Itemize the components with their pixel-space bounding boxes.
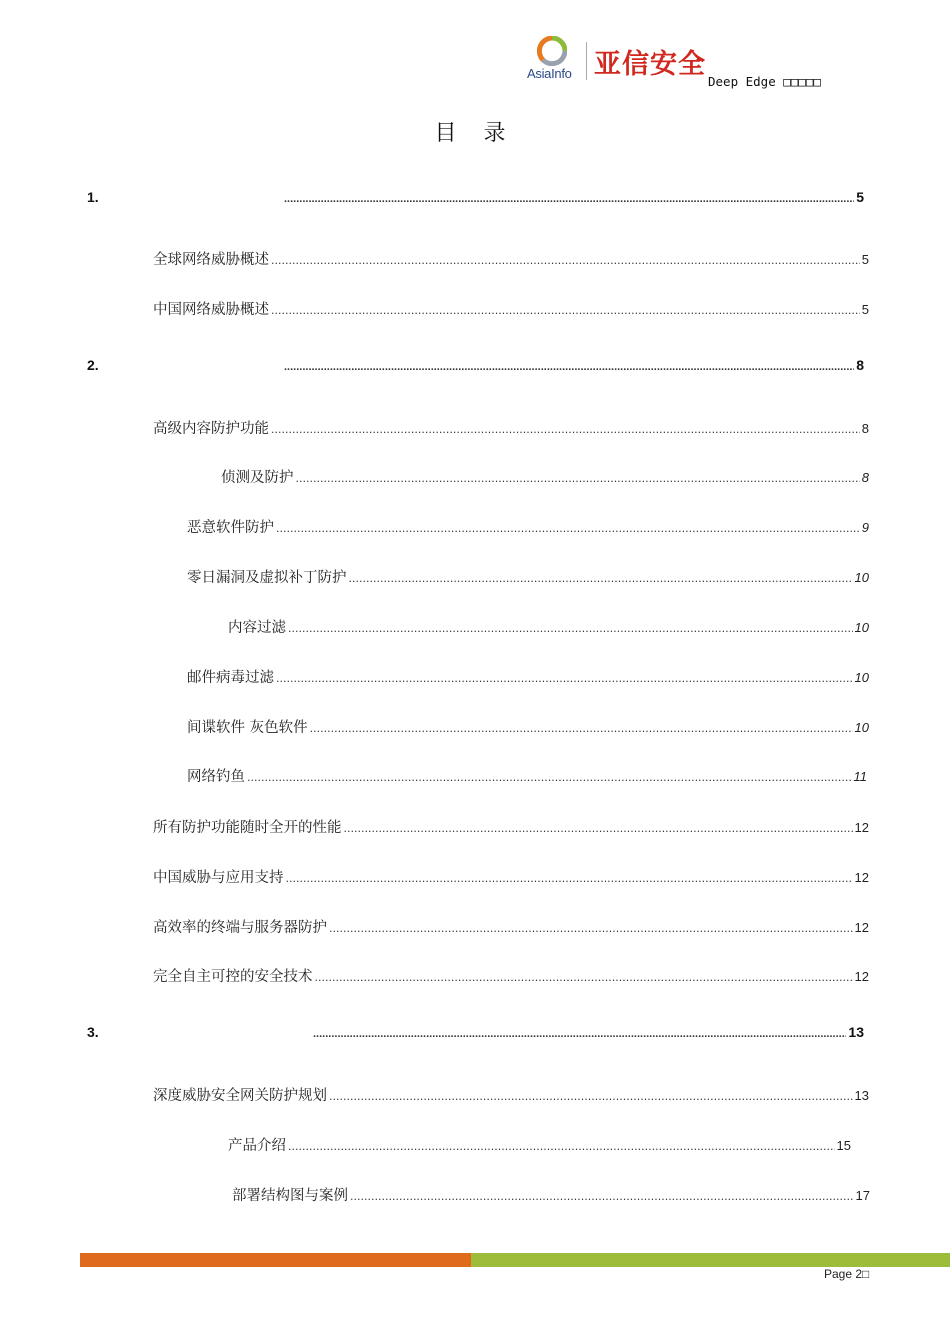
toc-entry-label: 间谍软件 灰色软件 [187,720,308,736]
toc-entry-page: 12 [854,920,869,935]
toc-entry-label: 中国威胁与应用支持 [153,870,284,886]
toc-entry-page: 8 [861,421,869,436]
toc-entry-number: 3. [87,1024,99,1040]
toc-entry-label: 高级内容防护功能 [153,421,269,437]
toc-entry[interactable] [153,916,869,937]
toc-entry-page: 5 [861,302,869,317]
toc-entry-label: 部署结构图与案例 [232,1188,348,1204]
toc-entry-label: 完全自主可控的安全技术 [153,969,313,985]
toc-entry-label: 高效率的终端与服务器防护 [153,920,327,936]
toc-entry-label: 侦测及防护 [221,470,294,486]
toc-entry[interactable] [228,616,869,637]
toc-leader-dots [288,622,853,635]
asiainfo-ring-icon [537,36,567,66]
toc-entry[interactable] [153,816,869,837]
logo-english-text: AsiaInfo [527,66,572,81]
toc-leader-dots [276,672,853,685]
toc-entry[interactable] [87,1024,864,1040]
toc-leader-dots [296,472,860,485]
toc-entry-page: 8 [861,470,869,485]
toc-leader-dots [288,1140,835,1153]
toc-entry-label: 产品介绍 [228,1138,286,1154]
toc-entry[interactable] [153,417,869,438]
toc-entry[interactable] [153,1084,869,1105]
toc-entry-label: 所有防护功能随时全开的性能 [153,820,342,836]
toc-entry-page: 10 [854,670,869,685]
toc-entry-label: 零日漏洞及虚拟补丁防护 [187,570,347,586]
toc-entry-label: 恶意软件防护 [187,520,274,536]
toc-entry[interactable] [153,248,869,269]
toc-entry[interactable] [87,357,864,373]
toc-entry-number: 1. [87,189,99,205]
toc-entry-page: 17 [855,1188,870,1203]
toc-entry[interactable] [153,965,869,986]
header-tagline: Deep Edge □□□□□ [708,74,821,89]
toc-entry-page: 12 [854,820,869,835]
toc-entry-page: 12 [854,969,869,984]
toc-leader-dots [313,1028,846,1040]
toc-leader-dots [271,304,860,317]
toc-entry-page: 5 [861,252,869,267]
toc-title: 目 录 [434,121,516,146]
toc-entry-page: 9 [861,520,869,535]
toc-leader-dots [276,522,860,535]
toc-entry-page: 8 [856,357,864,373]
toc-entry[interactable] [232,1184,870,1205]
page-number: Page 2□ [824,1267,870,1281]
toc-entry-label: 网络钓鱼 [187,769,245,785]
toc-entry-page: 11 [853,769,867,784]
toc-entry-label: 全球网络威胁概述 [153,252,269,268]
toc-leader-dots [271,423,860,436]
toc-leader-dots [349,572,853,585]
toc-entry-page: 10 [854,570,869,585]
logo-chinese-text: 亚信安全 [594,49,706,80]
toc-entry[interactable] [221,466,869,487]
toc-entry[interactable] [187,765,867,786]
toc-entry-label: 深度威胁安全网关防护规划 [153,1088,327,1104]
toc-entry[interactable] [87,189,864,205]
toc-entry[interactable] [187,516,869,537]
toc-leader-dots [284,193,854,205]
toc-leader-dots [271,254,860,267]
toc-leader-dots [310,722,853,735]
footer-bar-orange [80,1253,471,1267]
toc-entry-page: 13 [848,1024,864,1040]
toc-leader-dots [284,361,854,373]
toc-entry[interactable] [153,866,869,887]
toc-entry-page: 15 [836,1138,851,1153]
toc-leader-dots [329,922,853,935]
toc-leader-dots [329,1090,853,1103]
footer-bar-green [471,1253,950,1267]
toc-entry[interactable] [187,716,869,737]
toc-entry-page: 10 [854,720,869,735]
toc-leader-dots [286,872,853,885]
toc-entry-page: 5 [856,189,864,205]
toc-entry[interactable] [187,666,869,687]
logo-divider [586,42,587,80]
toc-leader-dots [350,1190,854,1203]
toc-entry[interactable] [153,298,869,319]
toc-entry-label: 中国网络威胁概述 [153,302,269,318]
toc-entry-label: 邮件病毒过滤 [187,670,274,686]
toc-leader-dots [344,822,853,835]
toc-entry-number: 2. [87,357,99,373]
toc-entry-page: 12 [854,870,869,885]
company-logo [527,34,827,94]
toc-leader-dots [247,771,852,784]
toc-entry[interactable] [228,1134,851,1155]
toc-entry[interactable] [187,566,869,587]
toc-leader-dots [315,971,853,984]
toc-entry-page: 13 [854,1088,869,1103]
toc-entry-label: 内容过滤 [228,620,286,636]
toc-entry-page: 10 [854,620,869,635]
